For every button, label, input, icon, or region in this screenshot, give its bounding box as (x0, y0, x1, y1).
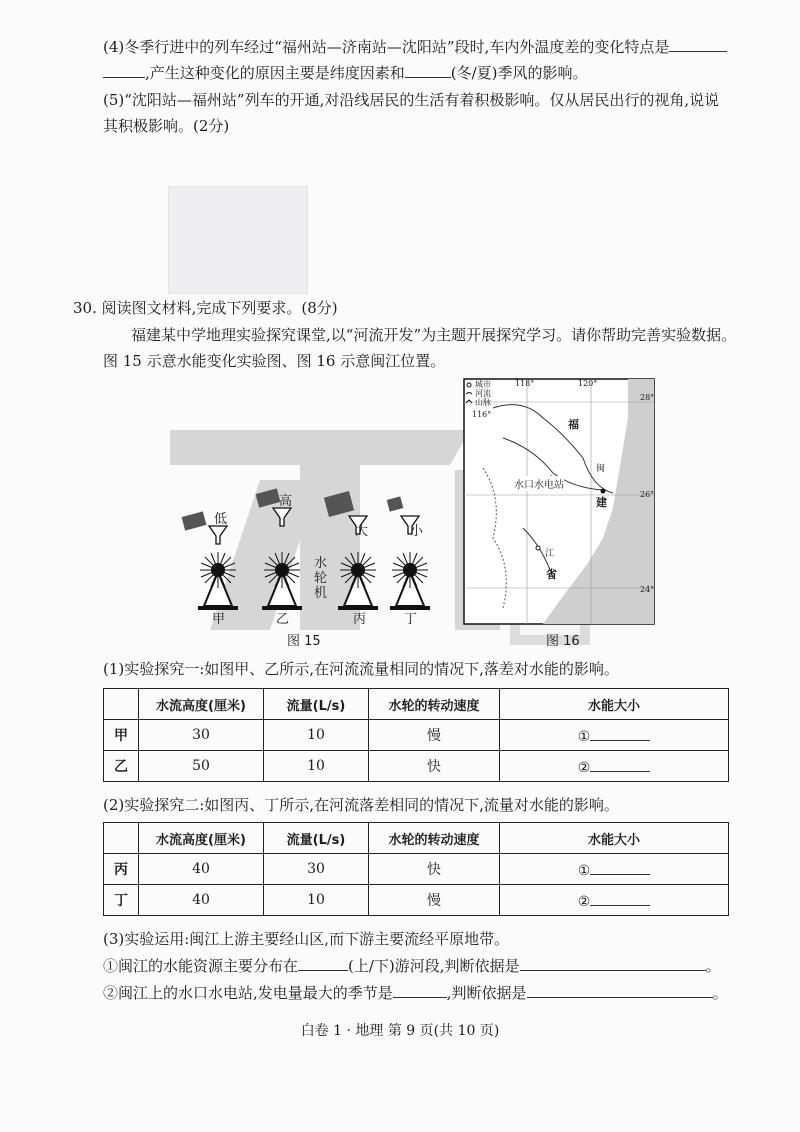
q29-part5-line2: 其积极影响。(2分) (103, 117, 230, 135)
answer-blank[interactable] (527, 983, 713, 998)
province-label-sheng: 省 (546, 568, 557, 581)
answer-marker: ② (577, 893, 591, 910)
header-flow: 流量(L/s) (264, 823, 369, 854)
cell-speed: 慢 (369, 720, 500, 751)
legend-mountain: 山脉 (475, 398, 491, 407)
answer-blank[interactable] (590, 860, 650, 875)
legend-city: 城市 (475, 380, 491, 389)
stand-label-ding: 丁 (404, 612, 418, 627)
cell-speed: 快 (369, 751, 500, 782)
q29-part4-line2 (103, 62, 588, 84)
answer-blank[interactable] (393, 983, 447, 998)
cell-speed: 快 (369, 854, 500, 885)
part3-b-text1: ②闽江上的水口水电站,发电量最大的季节是 (103, 984, 393, 1002)
river-label-min: 闽 (596, 464, 606, 474)
header-blank (104, 689, 139, 720)
label-water-wheel: 水轮机 (314, 556, 328, 601)
cell-height: 50 (139, 751, 264, 782)
row-label: 乙 (104, 751, 139, 782)
exp2-table (103, 822, 729, 916)
table-row (104, 885, 729, 916)
cell-height: 30 (139, 720, 264, 751)
lat-28: 28° (640, 393, 655, 402)
row-label: 丙 (104, 854, 139, 885)
cell-flow: 30 (264, 854, 369, 885)
q30-intro-line1: 福建某中学地理实验探究课堂,以“河流开发”为主题开展探究学习。请你帮助完善实验数据。 (131, 326, 737, 344)
stand-label-yi: 乙 (276, 612, 290, 627)
answer-blank[interactable] (103, 63, 145, 78)
lat-24: 24° (640, 585, 655, 594)
part3-a-end: 。 (705, 957, 721, 975)
lon-120: 120° (578, 379, 598, 388)
photo-placeholder (168, 186, 308, 294)
header-energy: 水能大小 (500, 689, 729, 720)
answer-marker: ① (577, 728, 591, 745)
q29-part4-text-a: (4)冬季行进中的列车经过“福州站—济南站—沈阳站”段时,车内外温度差的变化特点是 (103, 38, 670, 56)
cell-height: 40 (139, 854, 264, 885)
part3-a-text1: ①闽江的水能资源主要分布在 (103, 957, 299, 975)
answer-blank[interactable] (590, 726, 650, 741)
header-blank (104, 823, 139, 854)
q29-part4-text-c: (冬/夏)季风的影响。 (450, 64, 588, 82)
figure-16-caption: 图 16 (546, 634, 580, 649)
answer-marker: ① (577, 862, 591, 879)
answer-blank[interactable] (590, 757, 650, 772)
q30-intro-line2: 图 15 示意水能变化实验图、图 16 示意闽江位置。 (103, 352, 446, 370)
part3-intro: (3)实验运用:闽江上游主要经山区,而下游主要流经平原地带。 (103, 930, 510, 948)
cell-energy (500, 885, 729, 916)
cell-energy (500, 751, 729, 782)
cell-flow: 10 (264, 720, 369, 751)
table-row (104, 751, 729, 782)
header-flow: 流量(L/s) (264, 689, 369, 720)
row-label: 甲 (104, 720, 139, 751)
legend-river: 河流 (475, 389, 491, 398)
q30-title: 30. 阅读图文材料,完成下列要求。(8分) (73, 299, 338, 317)
page-footer: 白卷 1 · 地理 第 9 页(共 10 页) (300, 1023, 500, 1039)
exp1-title: (1)实验探究一:如图甲、乙所示,在河流流量相同的情况下,落差对水能的影响。 (103, 660, 619, 678)
stand-label-jia: 甲 (212, 612, 226, 627)
shuikou-station-label: 水口水电站 (514, 476, 564, 491)
province-label-fu: 福 (568, 418, 579, 431)
province-label-jian: 建 (596, 496, 607, 509)
label-small: 小 (410, 524, 424, 539)
label-low: 低 (214, 512, 228, 527)
exp2-title: (2)实验探究二:如图丙、丁所示,在河流落差相同的情况下,流量对水能的影响。 (103, 796, 619, 814)
lon-116: 116° (472, 410, 492, 419)
answer-blank[interactable] (590, 891, 650, 906)
cell-energy (500, 720, 729, 751)
answer-blank[interactable] (298, 956, 348, 971)
lon-118: 118° (515, 379, 535, 388)
label-high: 高 (279, 494, 293, 509)
cell-flow: 10 (264, 885, 369, 916)
river-label-jiang: 江 (545, 549, 555, 559)
header-speed: 水轮的转动速度 (369, 689, 500, 720)
header-height: 水流高度(厘米) (139, 823, 264, 854)
cell-height: 40 (139, 885, 264, 916)
table-row (104, 854, 729, 885)
lat-26: 26° (640, 490, 655, 499)
label-big: 大 (355, 524, 369, 539)
figure-16-map (463, 378, 655, 625)
answer-blank[interactable] (520, 956, 706, 971)
figure-15-caption: 图 15 (287, 634, 321, 649)
cell-speed: 慢 (369, 885, 500, 916)
answer-marker: ② (577, 759, 591, 776)
q29-part4-line1 (103, 36, 727, 58)
cell-flow: 10 (264, 751, 369, 782)
part3-a-text2: (上/下)游河段,判断依据是 (348, 957, 520, 975)
part3-b-text2: ,判断依据是 (446, 984, 527, 1002)
part3-question-a (103, 955, 721, 977)
part3-b-end: 。 (712, 984, 728, 1002)
part3-question-b (103, 982, 728, 1004)
answer-blank[interactable] (405, 63, 451, 78)
stand-label-bing: 丙 (353, 612, 367, 627)
header-speed: 水轮的转动速度 (369, 823, 500, 854)
table-row (104, 720, 729, 751)
answer-blank[interactable] (669, 37, 727, 52)
header-height: 水流高度(厘米) (139, 689, 264, 720)
row-label: 丁 (104, 885, 139, 916)
q29-part4-text-b: ,产生这种变化的原因主要是纬度因素和 (145, 64, 405, 82)
exp1-table (103, 688, 729, 782)
q29-part5-line1: (5)“沈阳站—福州站”列车的开通,对沿线居民的生活有着积极影响。仅从居民出行的视角,说说 (103, 91, 720, 109)
map-legend (475, 380, 491, 407)
cell-energy (500, 854, 729, 885)
header-energy: 水能大小 (500, 823, 729, 854)
